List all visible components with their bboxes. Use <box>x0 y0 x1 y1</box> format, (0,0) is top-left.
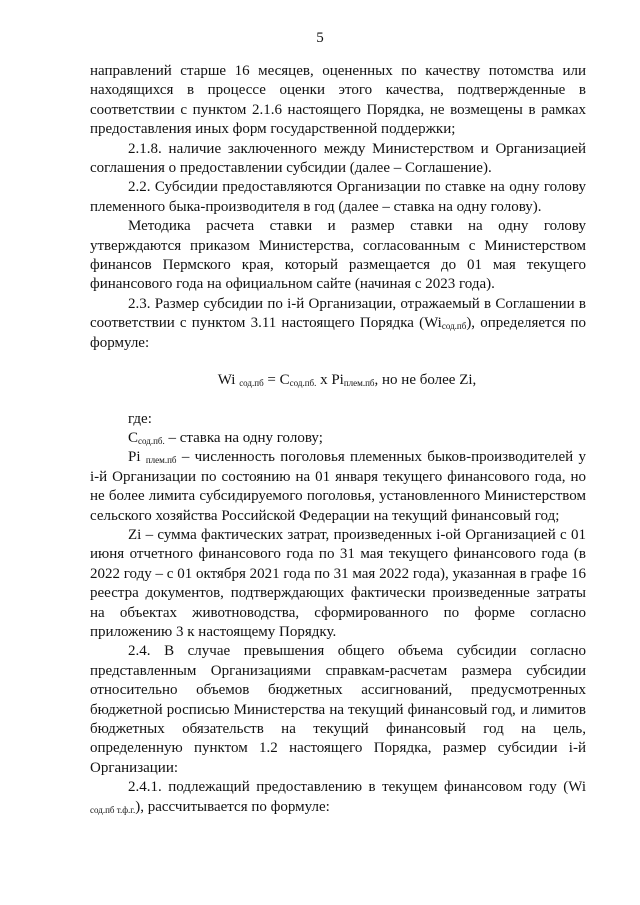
document-body <box>90 62 586 817</box>
where-label: где: <box>128 410 152 427</box>
formula-limit: , но не более Zi, <box>374 372 477 389</box>
definition-livestock-text: – численность поголовья племенных быков-производителей у i-й Организации по состоянию на 01 января текущего финансового года, но не более лимита субсидируемого поголовья, установленного Министерством сельского хозяйства Российской Федерации на текущий финансовый год; <box>90 449 587 524</box>
paragraph-2-1-8: 2.1.8. наличие заключенного между Министерством и Организацией соглашения о предоставлении субсидии (далее – Соглашение). <box>90 140 586 177</box>
page-number: 5 <box>316 30 324 46</box>
paragraph-2-4-1-text-a: 2.4.1. подлежащий предоставлению в текущем финансовом году (Wi <box>128 779 586 796</box>
definition-livestock-symbol: Pi <box>128 449 141 466</box>
formula-times-p: х Pi <box>316 372 344 389</box>
paragraph-2-2: 2.2. Субсидии предоставляются Организации по ставке на одну голову племенного быка-производителя в год (далее – ставка на одну голову). <box>90 179 586 215</box>
formula-equals-c: = C <box>263 372 290 389</box>
definition-costs: Zi – сумма фактических затрат, произведенных i-ой Организацией с 01 июня отчетного финансового года по 31 мая текущего финансового года (в 2022 году – с 01 октября 2021 года по 31 мая 2022 года), указанная в графе 16 реестра документов, подтверждающих фактически произведенные затраты на объектах животноводства, сформированного по форме согласно приложению 3 к настоящему Порядку. <box>90 526 586 640</box>
paragraph-2-3-text-b: ), определяется по формуле: <box>90 315 587 351</box>
formula-p-subscript: плем.пб <box>343 378 375 389</box>
formula-w: Wi <box>217 372 236 389</box>
definition-rate-symbol: C <box>128 429 139 446</box>
definition-livestock <box>90 448 586 526</box>
definition-rate-text: – ставка на одну голову; <box>164 429 323 446</box>
formula-w-subscript: сод.пб <box>239 378 264 389</box>
paragraph-2-4-1 <box>90 778 586 817</box>
paragraph-2-4-1-subscript: сод.пб т.ф.г. <box>90 804 136 815</box>
paragraph-continuation: направлений старше 16 месяцев, оцененных по качеству потомства или находящихся в процессе оценки этого качества, подтвержденные в соответствии с пунктом 2.1.6 настоящего Порядка, не возмещены в рамках предоставления иных форм государственной поддержки; <box>90 63 586 138</box>
definition-rate <box>90 429 586 448</box>
formula-c-subscript: сод.пб. <box>289 378 317 389</box>
paragraph-2-4-1-text-b: ), рассчитывается по формуле: <box>135 798 330 815</box>
paragraph-2-3 <box>90 295 586 353</box>
subsidy-formula <box>90 371 586 390</box>
paragraph-2-4: 2.4. В случае превышения общего объема субсидии согласно представленным Организациями справкам-расчетам размера субсидии относительно объемов бюджетных ассигнований, предусмотренных бюджетной росписью Министерства на текущий финансовый год, и лимитов бюджетных обязательств на текущий финансовый год на цель, определенную пунктом 1.2 настоящего Порядка, размер субсидии i-й Организации: <box>90 643 586 776</box>
definition-rate-subscript: сод.пб. <box>138 435 165 446</box>
paragraph-methodology: Методика расчета ставки и размер ставки на одну голову утверждаются приказом Министерства, согласованным с Министерством финансов Пермского края, который размещается до 01 мая текущего финансового года на официальном сайте (начиная с 2023 года). <box>90 218 586 293</box>
definition-livestock-subscript: плем.пб <box>145 455 177 466</box>
paragraph-2-3-text-a: 2.3. Размер субсидии по i-й Организации, отражаемый в Соглашении в соответствии с пунктом 3.11 настоящего Порядка (Wi <box>90 295 586 332</box>
paragraph-2-3-subscript: сод.пб <box>441 321 467 332</box>
